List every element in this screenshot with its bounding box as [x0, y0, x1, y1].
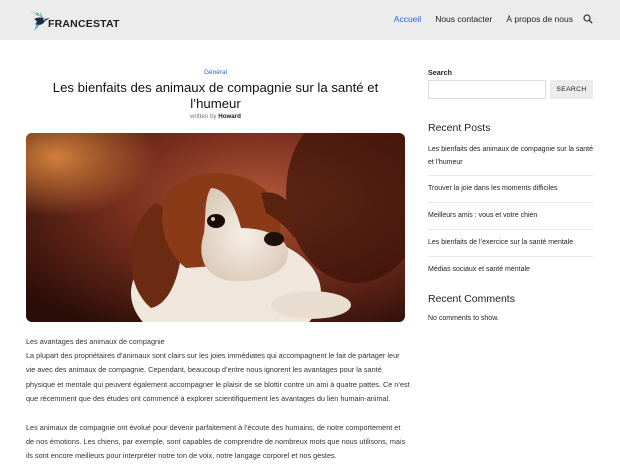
recent-comments-heading: Recent Comments [428, 293, 515, 305]
article-paragraph-1: La plupart des propriétaires d’animaux sont clairs sur les joies immédiates qui accompagnent le fait de partager leur vie avec des animaux de compagnie. Cependant, beaucoup d’entre nous ignorent les avantages pour la santé physique et mentale qui peuvent également accompagner le plaisir de se blottir contre un ami à quatre pattes. Ce n’est que récemment que des études ont commencé à explorer scientifiquement les avantages du lien humain-animal. [26, 351, 410, 403]
no-comments-text: No comments to show. [428, 315, 499, 322]
article-byline [26, 113, 405, 120]
logo-text: FRANCESTAT [48, 18, 120, 30]
author-link[interactable]: Howard [218, 113, 241, 120]
article-intro [26, 335, 410, 406]
main-nav [380, 14, 593, 24]
site-logo[interactable] [28, 7, 118, 33]
site-header [0, 0, 620, 40]
nav-nous-contacter[interactable]: Nous contacter [435, 14, 493, 24]
search-button[interactable]: SEARCH [550, 80, 593, 99]
recent-posts-list [428, 143, 593, 288]
article-subtitle: Les avantages des animaux de compagnie [26, 337, 165, 346]
article-paragraph-2: Les animaux de compagnie ont évolué pour devenir parfaitement à l’écoute des humains, de notre comportement et de nos émotions. Les chiens, par exemple, sont capables de comprendre de nombreux mots que nous utilisons, mais ils sont encore meilleurs pour interpréter notre ton de voix, notre langage corporel et nos gestes. [26, 423, 406, 461]
recent-post-link[interactable]: Meilleurs amis : vous et votre chien [428, 209, 593, 230]
hero-image [26, 133, 405, 322]
article-category[interactable]: Général [203, 69, 228, 76]
recent-post-link[interactable]: Les bienfaits de l’exercice sur la santé mentale [428, 236, 593, 257]
byline-prefix: written by [190, 113, 217, 120]
recent-posts-heading: Recent Posts [428, 122, 491, 134]
recent-post-link[interactable]: Médias sociaux et santé mentale [428, 265, 530, 273]
nav-accueil[interactable]: Accueil [393, 14, 422, 24]
recent-post-link[interactable]: Trouver la joie dans les moments difficiles [428, 182, 593, 203]
search-icon[interactable] [583, 14, 593, 24]
article-title: Les bienfaits des animaux de compagnie sur la santé et l’humeur [52, 80, 379, 111]
search-input[interactable] [428, 80, 546, 99]
puppy-photo [26, 133, 405, 322]
recent-post-link[interactable]: Les bienfaits des animaux de compagnie sur la santé et l’humeur [428, 143, 593, 176]
search-label: Search [428, 68, 452, 77]
nav-a-propos[interactable]: À propos de nous [506, 14, 573, 24]
